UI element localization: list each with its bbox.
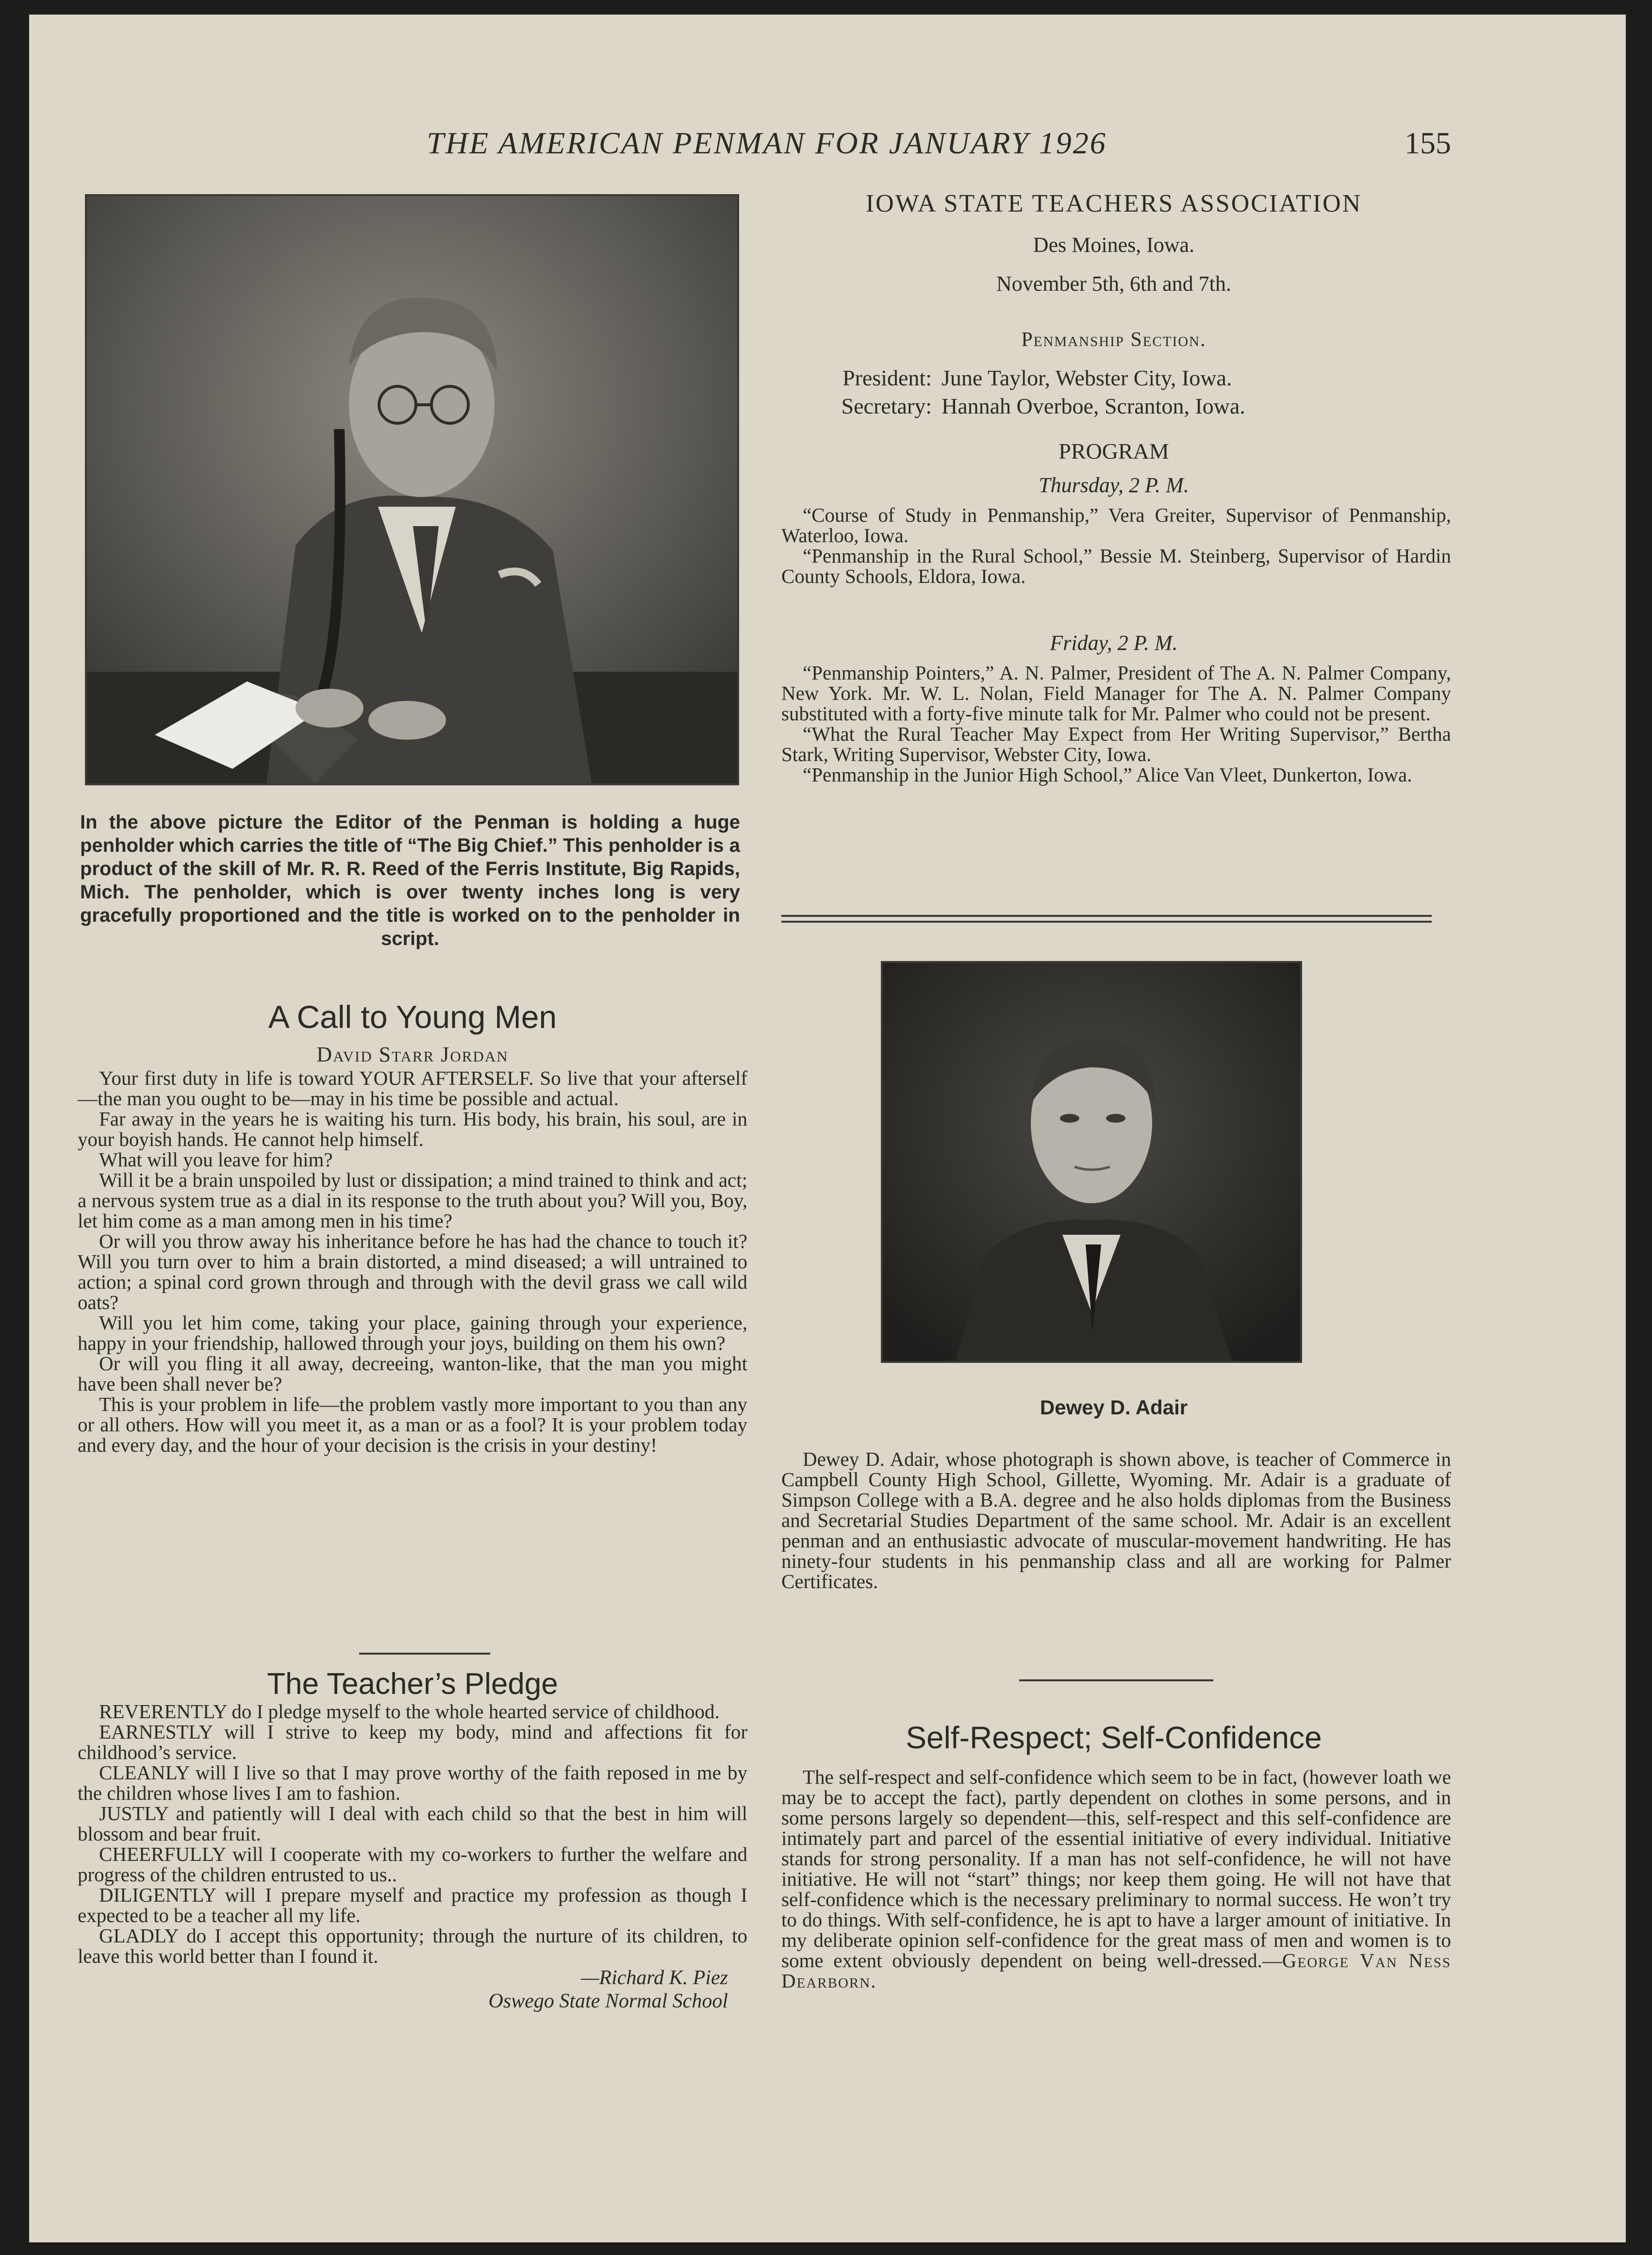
officer-role: President: <box>843 365 932 390</box>
section-divider <box>359 1653 490 1655</box>
call-paragraph: This is your problem in life—the problem vastly more important to you than any or all others. How will you meet it, as a man or as a fool? It is your problem today and every day, and the hour of your decision is the crisis in your destiny! <box>78 1393 747 1456</box>
adair-bio-text: Dewey D. Adair, whose photograph is shown above, is teacher of Commerce in Campbell County High School, Gillette, Wyoming. Mr. Adair is a graduate of Simpson College with a B.A. degree and he also holds diplomas from the Business and Secretarial Studies Department of the same school. Mr. Adair is an excellent penman and an enthusiastic advocate of muscular-movement handwriting. He has ninety-four students in his penmanship class and all are working for Palmer Certificates. <box>781 1448 1451 1592</box>
penmanship-section-heading: Penmanship Section. <box>1021 329 1206 351</box>
self-respect-body <box>781 1767 1451 2058</box>
call-paragraph: Or will you throw away his inheritance before he has had the chance to touch it? Will you turn over to him a brain distorted, a mind diseased; a will untrained to action; a spinal cord grown through and through with the devil grass we call wild oats? <box>78 1230 747 1313</box>
running-title: THE AMERICAN PENMAN FOR JANUARY 1926 <box>427 126 1107 160</box>
teachers-pledge-title: The Teacher’s Pledge <box>267 1667 558 1701</box>
pledge-line: CLEANLY will I live so that I may prove worthy of the faith reposed in me by the children whose lives I am to fashion. <box>78 1761 747 1804</box>
pledge-line: EARNESTLY will I strive to keep my body, mind and affections fit for childhood’s service. <box>78 1721 747 1763</box>
friday-program <box>781 663 1451 895</box>
editor-photo <box>85 194 739 785</box>
officer-row <box>776 364 1451 392</box>
editor-portrait-illustration <box>87 196 737 783</box>
pledge-line: GLADLY do I accept this opportunity; through the nurture of its children, to leave this world better than I found it. <box>78 1924 747 1967</box>
adair-portrait-illustration <box>883 963 1300 1361</box>
call-to-young-men-title: A Call to Young Men <box>268 999 557 1035</box>
call-paragraph: Will it be a brain unspoiled by lust or dissipation; a mind trained to think and act; a nervous system true as a dial in its response to the truth about you? Will you, Boy, let him come as a man among men in his time? <box>78 1169 747 1232</box>
program-item: “Course of Study in Penmanship,” Vera Greiter, Supervisor of Penmanship, Waterloo, Iowa. <box>781 504 1451 547</box>
section-divider <box>1019 1679 1213 1681</box>
teachers-pledge-body <box>78 1701 747 2070</box>
program-item: “Penmanship in the Junior High School,” Alice Van Vleet, Dunkerton, Iowa. <box>803 763 1412 786</box>
call-to-young-men-author: David Starr Jordan <box>316 1043 509 1066</box>
officer-name: Hannah Overboe, Scranton, Iowa. <box>942 394 1245 418</box>
self-respect-text <box>781 1767 1451 1991</box>
adair-bio <box>781 1449 1451 1653</box>
pledge-line: REVERENTLY do I pledge myself to the whole hearted service of childhood. <box>99 1700 720 1723</box>
iowa-location: Des Moines, Iowa. <box>1033 233 1195 257</box>
call-to-young-men-body <box>78 1068 747 1626</box>
officer-name: June Taylor, Webster City, Iowa. <box>942 365 1232 390</box>
page-number: 155 <box>1404 126 1451 160</box>
pledge-line: DILIGENTLY will I prepare myself and practice my profession as though I expected to be a teacher all my life. <box>78 1884 747 1926</box>
program-item: “Penmanship Pointers,” A. N. Palmer, President of The A. N. Palmer Company, New York. Mr. W. L. Nolan, Field Manager for The A. N. Palmer Company substituted with a forty-five minute talk for Mr. Palmer who could not be present. <box>781 662 1451 725</box>
double-rule-divider <box>781 915 1432 923</box>
pledge-institution: Oswego State Normal School <box>488 1990 728 2012</box>
thursday-program <box>781 505 1451 621</box>
adair-photo-caption: Dewey D. Adair <box>1040 1396 1188 1419</box>
call-paragraph: Far away in the years he is waiting his turn. His body, his brain, his soul, are in your boyish hands. He cannot help himself. <box>78 1108 747 1150</box>
editor-photo-caption: In the above picture the Editor of the Penman is holding a huge penholder which carries the title of “The Big Chief.” This penholder is a product of the skill of Mr. R. R. Reed of the Ferris Institute, Big Rapids, Mich. The penholder, which is over twenty inches long is very gracefully proportioned and the title is worked on to the penholder in script. <box>80 812 740 949</box>
call-paragraph: Or will you fling it all away, decreeing, wanton-like, that the man you might have been shall never be? <box>78 1352 747 1395</box>
program-item: “What the Rural Teacher May Expect from Her Writing Supervisor,” Bertha Stark, Writing Supervisor, Webster City, Iowa. <box>781 723 1451 765</box>
program-heading: PROGRAM <box>1058 439 1169 464</box>
call-paragraph: Your first duty in life is toward YOUR AFTERSELF. So live that your afterself—the man you ought to be—may in his time be possible and actual. <box>78 1067 747 1110</box>
thursday-heading: Thursday, 2 P. M. <box>1039 473 1189 497</box>
self-respect-title: Self-Respect; Self-Confidence <box>906 1720 1322 1755</box>
self-respect-author: George Van Ness Dearborn. <box>781 1949 1451 1992</box>
pledge-line: JUSTLY and patiently will I deal with each child so that the best in him will blossom and bear fruit. <box>78 1802 747 1845</box>
officer-row <box>776 392 1451 420</box>
officer-role: Secretary: <box>841 394 932 418</box>
pledge-author: —Richard K. Piez <box>581 1967 728 1989</box>
adair-photo <box>881 961 1302 1363</box>
iowa-dates: November 5th, 6th and 7th. <box>996 272 1231 296</box>
self-respect-paragraph: The self-respect and self-confidence which seem to be in fact, (however loath we may be to accept the fact), partly dependent on clothes in some persons, and in some persons largely so dependent—this, self-respect and this self-confidence are intimately part and parcel of the essential initiative of every individual. Initiative stands for strong personality. If a man has not self-confidence, he will not have initiative. He will not “start” things; nor keep them going. He will not have that self-confidence which is the necessary preliminary to normal success. He won’t try to do things. With self-confidence, he is apt to have a larger amount of initiative. In my deliberate opinion self-confidence for the great mass of men and women is to some extent obviously dependent on being well-dressed.— <box>781 1766 1451 1972</box>
officers-list <box>776 364 1451 427</box>
pledge-line: CHEERFULLY will I cooperate with my co-workers to further the welfare and progress of the children entrusted to us.. <box>78 1843 747 1886</box>
program-item: “Penmanship in the Rural School,” Bessie M. Steinberg, Supervisor of Hardin County Schools, Eldora, Iowa. <box>781 545 1451 587</box>
call-paragraph: Will you let him come, taking your place, gaining through your experience, happy in your friendship, hallowed through your joys, building on them his own? <box>78 1311 747 1354</box>
magazine-page <box>29 15 1626 2242</box>
iowa-association-title: IOWA STATE TEACHERS ASSOCIATION <box>865 190 1362 217</box>
call-paragraph: What will you leave for him? <box>99 1148 333 1171</box>
friday-heading: Friday, 2 P. M. <box>1050 631 1178 655</box>
